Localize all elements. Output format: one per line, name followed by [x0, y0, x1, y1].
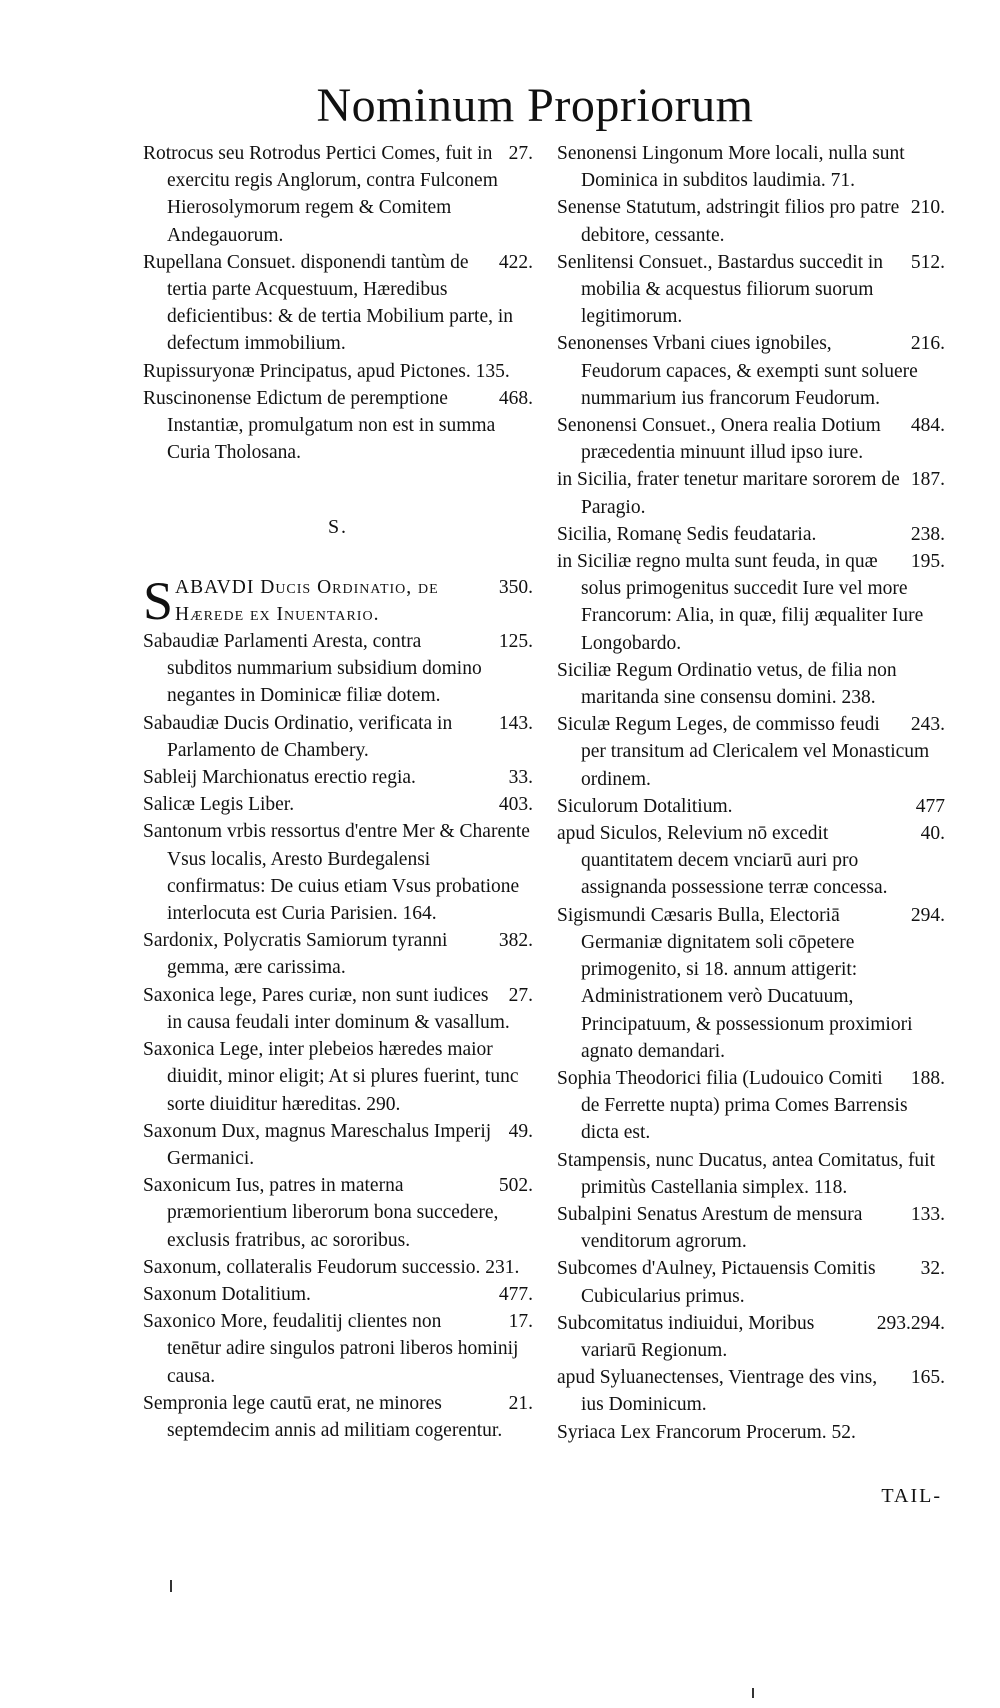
index-entry [557, 1255, 945, 1309]
page-reference: 403. [498, 794, 533, 816]
page-reference: 125. [498, 631, 533, 653]
page-reference: 21. [508, 1392, 533, 1414]
index-entry [143, 1172, 533, 1254]
page-reference: 40. [920, 823, 945, 845]
entry-text: Sempronia lege cautū erat, ne minores septemdecim annis ad militiam cogerentur. [143, 1392, 503, 1441]
page-reference: 188. [910, 1067, 945, 1089]
index-entry [143, 764, 533, 791]
entry-text: Senlitensi Consuet., Bastardus succedit in mobilia & acquestus filiorum suorum legitimorum. [557, 251, 884, 328]
index-entry [557, 657, 945, 711]
entry-text: Ruscinonense Edictum de peremptione Instantiæ, promulgatum non est in summa Curia Tholosana. [143, 387, 496, 464]
index-entry [557, 548, 945, 657]
index-entry [557, 1310, 945, 1364]
page-reference: 49. [508, 1120, 533, 1142]
index-entry [143, 791, 533, 818]
page-reference: 187. [910, 469, 945, 491]
ink-speck [170, 1580, 172, 1592]
index-entry [557, 194, 945, 248]
page-reference: 17. [508, 1311, 533, 1333]
entry-text: Senonensi Lingonum More locali, nulla sunt Dominica in subditos laudimia. 71. [557, 143, 905, 192]
page-reference: 243. [910, 714, 945, 736]
page-reference: 33. [508, 767, 533, 789]
page-reference: 210. [910, 197, 945, 219]
page-reference: 382. [498, 930, 533, 952]
catchword: TAIL- [881, 1485, 942, 1507]
entry-text: Sableij Marchionatus erectio regia. [143, 767, 416, 789]
entry-text: Rupissuryonæ Principatus, apud Pictones. 135. [143, 360, 510, 382]
index-entry [143, 358, 533, 385]
page-reference: 502. [498, 1175, 533, 1197]
index-entry [557, 249, 945, 331]
entry-text: apud Syluanectenses, Vientrage des vins, ius Dominicum. [557, 1367, 878, 1416]
index-entry [143, 1118, 533, 1172]
entry-text: Sabaudiæ Parlamenti Aresta, contra subditos nummarium subsidium domino negantes in Dominicæ filiæ dotem. [143, 631, 482, 707]
entry-text: in Siciliæ regno multa sunt feuda, in quæ solus primogenitus succedit Iure vel more Francorum: Alia, in quæ, filij æqualiter Iure Longobardo. [557, 551, 924, 654]
index-entry [557, 902, 945, 1065]
index-entry [557, 1419, 945, 1446]
entry-text: Rupellana Consuet. disponendi tantùm de tertia parte Acquestuum, Hæredibus deficientibus: & de tertia Mobilium parte, in defectum immobilium. [143, 251, 514, 355]
index-entry [557, 1201, 945, 1255]
entry-text: in Sicilia, frater tenetur maritare sororem de Paragio. [557, 469, 900, 518]
index-entry [557, 330, 945, 412]
index-entry [143, 1281, 533, 1308]
entry-text: Saxonica lege, Pares curiæ, non sunt iudices in causa feudali inter dominum & vasallum. [143, 984, 510, 1033]
entry-text: Senonensi Consuet., Onera realia Dotium præcedentia minuunt illud ipso iure. [557, 415, 881, 464]
entry-text: Rotrocus seu Rotrodus Pertici Comes, fuit in exercitu regis Anglorum, contra Fulconem Hierosolymorum regem & Comitem Andegauorum. [143, 143, 498, 246]
entry-text: Sophia Theodorici filia (Ludouico Comiti de Ferrette nupta) prima Comes Barrensis dicta est. [557, 1067, 908, 1144]
page-reference: 238. [910, 523, 945, 545]
index-entry [557, 1065, 945, 1147]
index-entry [557, 793, 945, 820]
index-entry [557, 711, 945, 793]
entry-text: Siculæ Regum Leges, de commisso feudi per transitum ad Clericalem vel Monasticum ordinem. [557, 714, 930, 790]
index-entry [143, 1308, 533, 1390]
index-entry [143, 628, 533, 710]
page-reference: 294. [910, 904, 945, 926]
index-entry [557, 1364, 945, 1418]
right-column [557, 140, 945, 1446]
entry-text: Senonenses Vrbani ciues ignobiles, Feudorum capaces, & exempti sunt soluere nummarium ius francorum Feudorum. [557, 333, 918, 409]
entry-text: Senense Statutum, adstringit filios pro patre debitore, cessante. [557, 197, 900, 246]
page-reference: 350. [498, 576, 533, 598]
page-reference: 32. [920, 1258, 945, 1280]
entry-text: Subalpini Senatus Arestum de mensura venditorum agrorum. [557, 1203, 863, 1253]
entry-text: Sardonix, Polycratis Samiorum tyranni gemma, ære carissima. [143, 930, 448, 979]
page-reference: 216. [910, 333, 945, 355]
entry-text: Saxonum, collateralis Feudorum successio. 231. [143, 1256, 520, 1278]
index-entry [143, 1254, 533, 1281]
page-reference: 27. [508, 143, 533, 164]
entry-text: ABAVDI Ducis Ordinatio, de Hærede ex Inuentario. [175, 576, 439, 625]
entries-after-s [143, 628, 533, 1444]
entry-text: Saxonica Lege, inter plebeios hæredes maior diuidit, minor eligit; At si plures fuerint, tunc sorte diuiditur hæreditas. 290. [143, 1039, 519, 1115]
page-reference: 477. [498, 1283, 533, 1305]
entries-before-s [143, 140, 533, 466]
section-heading: S. [327, 516, 349, 539]
index-entry [143, 710, 533, 764]
page-reference: 468. [498, 387, 533, 409]
index-entry [557, 521, 945, 548]
page-reference: 512. [910, 251, 945, 273]
entry-text: Siciliæ Regum Ordinatio vetus, de filia non maritanda sine consensu domini. 238. [557, 659, 897, 709]
index-entry [143, 249, 533, 358]
entry-text: Salicæ Legis Liber. [143, 794, 295, 816]
left-column [143, 140, 533, 1444]
entry-text: Sabaudiæ Ducis Ordinatio, verificata in Parlamento de Chambery. [143, 712, 453, 761]
index-entry [557, 412, 945, 466]
entry-text: Saxonum Dux, magnus Mareschalus Imperij Germanici. [143, 1120, 492, 1169]
entry-text: Sicilia, Romanę Sedis feudataria. [557, 523, 817, 545]
page-reference: 143. [498, 712, 533, 734]
entry-text: Santonum vrbis ressortus d'entre Mer & Charente Vsus localis, Aresto Burdegalensi confirmatus: De cuius etiam Vsus probatione interlocuta est Curia Parisien. 164. [143, 821, 530, 925]
page-reference: 133. [910, 1203, 945, 1225]
index-entry [143, 1036, 533, 1118]
entry-text: Subcomes d'Aulney, Pictauensis Comitis Cubicularius primus. [557, 1258, 876, 1307]
entry-text: Subcomitatus indiuidui, Moribus variarū Regionum. [557, 1312, 815, 1361]
drop-capital: S [143, 570, 174, 631]
entry-text: Syriaca Lex Francorum Procerum. 52. [557, 1421, 856, 1443]
index-entry [143, 818, 533, 927]
page-reference: 293.294. [876, 1312, 945, 1334]
page-reference: 477 [915, 795, 945, 817]
page-reference: 27. [508, 984, 533, 1006]
index-entry [143, 385, 533, 467]
page-reference: 422. [498, 251, 533, 273]
page-reference: 484. [910, 415, 945, 437]
index-entry [557, 820, 945, 902]
index-entry [557, 466, 945, 520]
entry-text: apud Siculos, Relevium nō excedit quantitatem decem vnciarū auri pro assignanda possessione terræ concessa. [557, 823, 888, 899]
entry-text: Sigismundi Cæsaris Bulla, Electoriā Germaniæ dignitatem soli cōpetere primogenito, si 18. annum attigerit: Administrationem verò Ducatuum, Principatuum, & possessionum proximiori agnato demandari. [557, 904, 913, 1062]
page-title: Nominum Propriorum [316, 79, 754, 132]
entry-text: Stampensis, nunc Ducatus, antea Comitatus, fuit primitùs Castellania simplex. 118. [557, 1149, 936, 1198]
entry-text: Saxonicum Ius, patres in materna præmorientium liberorum bona succedere, exclusis fratribus, ac sororibus. [143, 1175, 499, 1251]
index-entry [557, 140, 945, 194]
index-entry [143, 982, 533, 1036]
index-entry [143, 927, 533, 981]
index-entry [143, 140, 533, 249]
index-entry-dropcap [143, 570, 533, 631]
entry-text: Saxonum Dotalitium. [143, 1283, 311, 1305]
index-entry [557, 1147, 945, 1201]
ink-speck [752, 1688, 754, 1698]
page-reference: 195. [910, 551, 945, 573]
page-reference: 165. [910, 1367, 945, 1389]
entry-text: Saxonico More, feudalitij clientes non tenētur adire singulos patroni liberos hominij causa. [143, 1311, 519, 1387]
entry-text: Siculorum Dotalitium. [557, 795, 733, 817]
index-entry [143, 1390, 533, 1444]
